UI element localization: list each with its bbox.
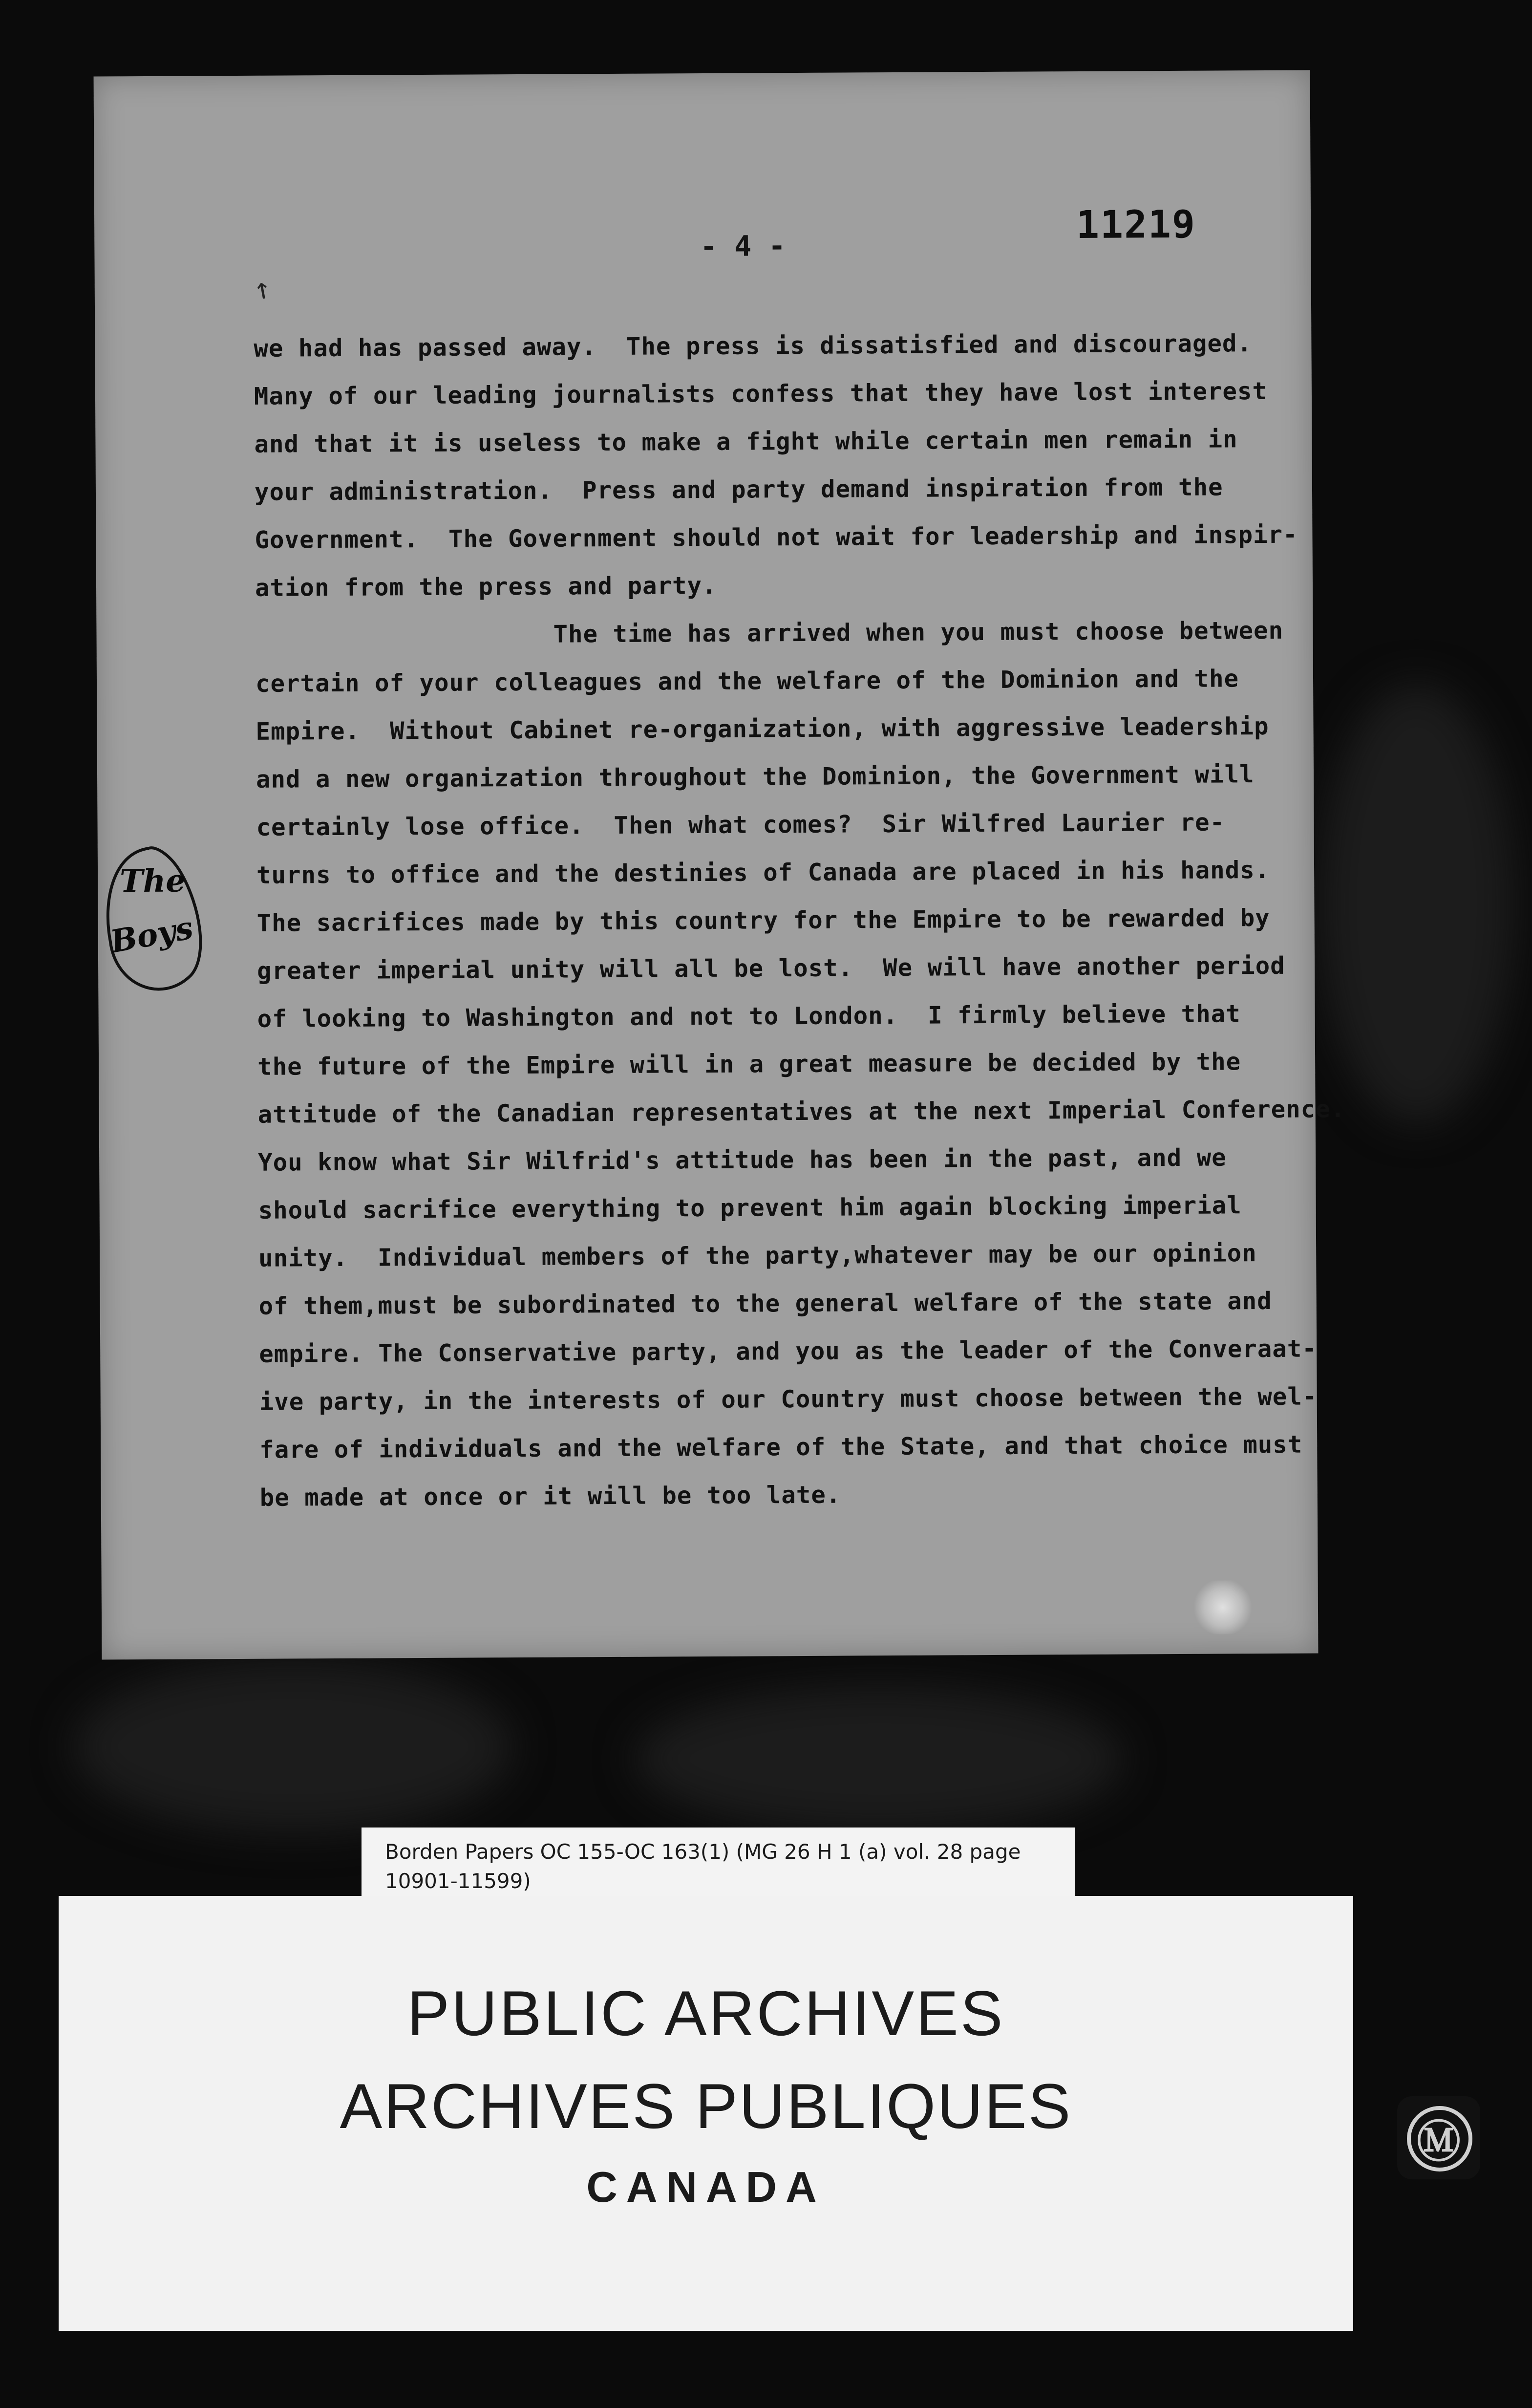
letter-line: ation from the press and party.	[255, 571, 717, 602]
letter-line: the future of the Empire will in a great measure be decided by the	[257, 1048, 1241, 1081]
archives-country: CANADA	[586, 2163, 826, 2211]
letter-line: Many of our leading journalists confess that they have lost interest	[254, 377, 1268, 410]
letter-line: of them,must be subordinated to the general welfare of the state and	[258, 1287, 1272, 1320]
handwritten-margin-note	[103, 843, 206, 1005]
letter-line: and that it is useless to make a fight while certain men remain in	[254, 425, 1238, 458]
archives-title-french: ARCHIVES PUBLIQUES	[340, 2070, 1072, 2142]
letter-line: You know what Sir Wilfrid's attitude has been in the past, and we	[258, 1143, 1227, 1177]
letter-line: your administration. Press and party demand inspiration from the	[254, 473, 1223, 506]
reference-line: Borden Papers OC 155-OC 163(1) (MG 26 H 1 (a) vol. 28 page	[385, 1840, 1021, 1864]
background-mottle	[635, 1686, 1124, 1832]
letter-line: fare of individuals and the welfare of the State, and that choice must	[259, 1430, 1303, 1464]
letter-line: and a new organization throughout the Dominion, the Government will	[255, 760, 1255, 794]
letter-line: be made at once or it will be too late.	[259, 1481, 841, 1512]
letter-line: The sacrifices made by this country for the Empire to be rewarded by	[256, 903, 1270, 937]
letter-line: unity. Individual members of the party,whatever may be our opinion	[258, 1239, 1257, 1272]
background-mottle	[73, 1661, 513, 1832]
letter-page	[94, 70, 1346, 1660]
paper-smudge	[1191, 1580, 1255, 1634]
margin-note-word: Boys	[107, 909, 196, 961]
letter-line: The time has arrived when you must choose between	[255, 616, 1284, 650]
reference-card	[362, 1828, 1075, 1906]
stray-pen-mark: ↖	[248, 269, 282, 307]
page-number: - 4 -	[700, 229, 786, 263]
folio-number: 11219	[1076, 202, 1196, 248]
letter-line: should sacrifice everything to prevent him again blocking imperial	[258, 1191, 1242, 1225]
reference-line: 10901-11599)	[385, 1869, 531, 1893]
archives-title-english: PUBLIC ARCHIVES	[407, 1978, 1005, 2049]
letter-line: certain of your colleagues and the welfare of the Dominion and the	[255, 665, 1239, 698]
archives-logo-icon	[1397, 2096, 1480, 2179]
background-mottle	[1319, 684, 1514, 1124]
letter-body	[254, 319, 1346, 1522]
letter-line: empire. The Conservative party, and you as the leader of the Converaat-	[259, 1334, 1317, 1368]
archives-label	[59, 1896, 1353, 2331]
letter-line: we had has passed away. The press is dissatisfied and discouraged.	[254, 329, 1253, 363]
letter-line: greater imperial unity will all be lost. We will have another period	[256, 951, 1285, 985]
letter-line: Empire. Without Cabinet re-organization, with aggressive leadership	[255, 712, 1269, 746]
letter-line: of looking to Washington and not to London. I firmly believe that	[257, 1000, 1241, 1033]
letter-line: turns to office and the destinies of Canada are placed in his hands.	[256, 856, 1270, 889]
letter-line: Government. The Government should not wait for leadership and inspir-	[255, 520, 1298, 554]
letter-line: certainly lose office. Then what comes? Sir Wilfred Laurier re-	[256, 808, 1225, 841]
letter-line: ive party, in the interests of our Country must choose between the wel-	[259, 1382, 1318, 1416]
logo-glyph: Ⓜ	[1417, 2116, 1461, 2168]
letter-line: attitude of the Canadian representatives at the next Imperial Conference.	[257, 1095, 1346, 1129]
margin-note-word: The	[119, 862, 186, 900]
